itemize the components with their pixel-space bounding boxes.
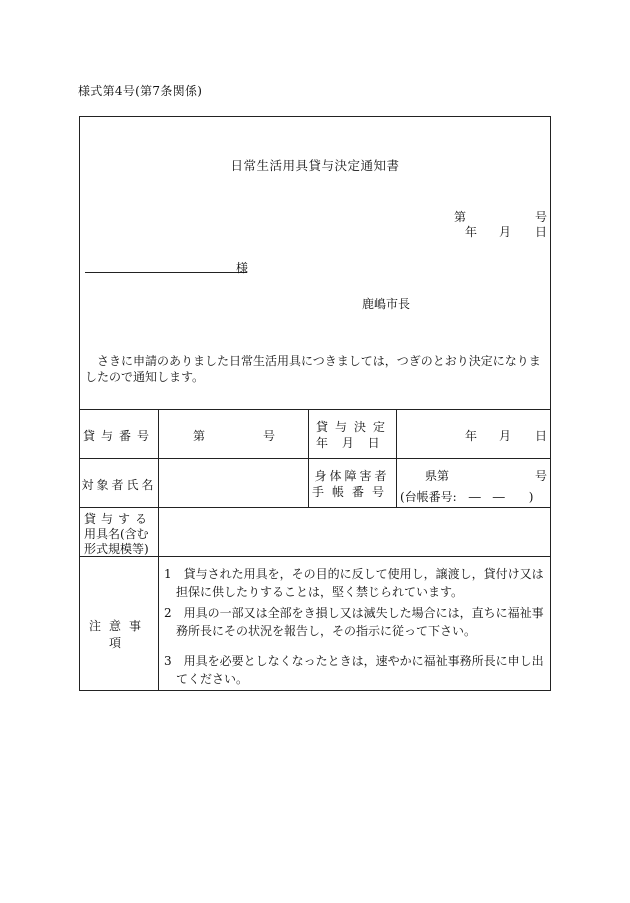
document-title: 日常生活用具貸与決定通知書 xyxy=(230,158,400,173)
handbook-label-line1: 身体障害者 xyxy=(314,469,390,483)
decision-date-label-line2: 年 月 日 xyxy=(316,436,380,450)
notice-number-suffix: 号 xyxy=(535,210,548,224)
loan-number-label: 貸与番号 xyxy=(82,429,155,443)
decision-day: 日 xyxy=(535,429,548,443)
decision-year: 年 xyxy=(465,429,478,443)
notice-number-prefix: 第 xyxy=(454,210,467,224)
decision-month: 月 xyxy=(499,429,512,443)
note-item-3: 3 用具を必要としなくなったときは，速やかに福祉事務所長に申し出てください。 xyxy=(164,654,544,686)
notice-form xyxy=(79,116,551,691)
decision-date-label-line1: 貸与決定 xyxy=(316,420,393,434)
item-label-line3: 形式規模等) xyxy=(84,542,149,556)
notice-date-day: 日 xyxy=(535,225,548,239)
recipient-name-line xyxy=(85,272,247,273)
note-item-2: 2 用具の一部又は全部をき損し又は滅失した場合には，直ちに福祉事務所長にその状況を報告し，その指示に従って下さい。 xyxy=(164,606,544,638)
recipient-suffix: 様 xyxy=(236,261,249,275)
subject-name-label: 対象者氏名 xyxy=(81,478,157,492)
item-label-line1: 貸与する xyxy=(84,512,153,526)
ledger-number: (台帳番号: ― ― ) xyxy=(400,490,534,504)
table-top-border xyxy=(80,409,550,410)
table-label-column-divider xyxy=(158,409,159,691)
table-row-divider xyxy=(80,458,550,459)
prefecture-number-prefix: 県第 xyxy=(425,469,450,483)
note-item-1: 1 貸与された用具を，その目的に反して使用し，譲渡し，貸付け又は担保に供したりすることは，堅く禁じられています。 xyxy=(164,567,544,599)
loan-number-prefix: 第 xyxy=(193,429,206,443)
notes-label: 注意事項 xyxy=(88,619,149,650)
loan-number-suffix: 号 xyxy=(263,429,276,443)
item-label-line2: 用具名(含む xyxy=(84,527,149,541)
form-number: 様式第4号(第7条関係) xyxy=(78,84,203,98)
notice-date-month: 月 xyxy=(499,225,512,239)
prefecture-number-suffix: 号 xyxy=(535,469,548,483)
issuer-name: 鹿嶋市長 xyxy=(362,297,411,311)
handbook-label-line2: 手帳番号 xyxy=(311,485,392,499)
notice-date-year: 年 xyxy=(465,225,478,239)
table-column-divider xyxy=(396,409,397,507)
body-text: さきに申請のありました日常生活用具につきましては，つぎのとおり決定になりましたので通知します。 xyxy=(85,354,541,384)
table-row-divider xyxy=(80,507,550,508)
